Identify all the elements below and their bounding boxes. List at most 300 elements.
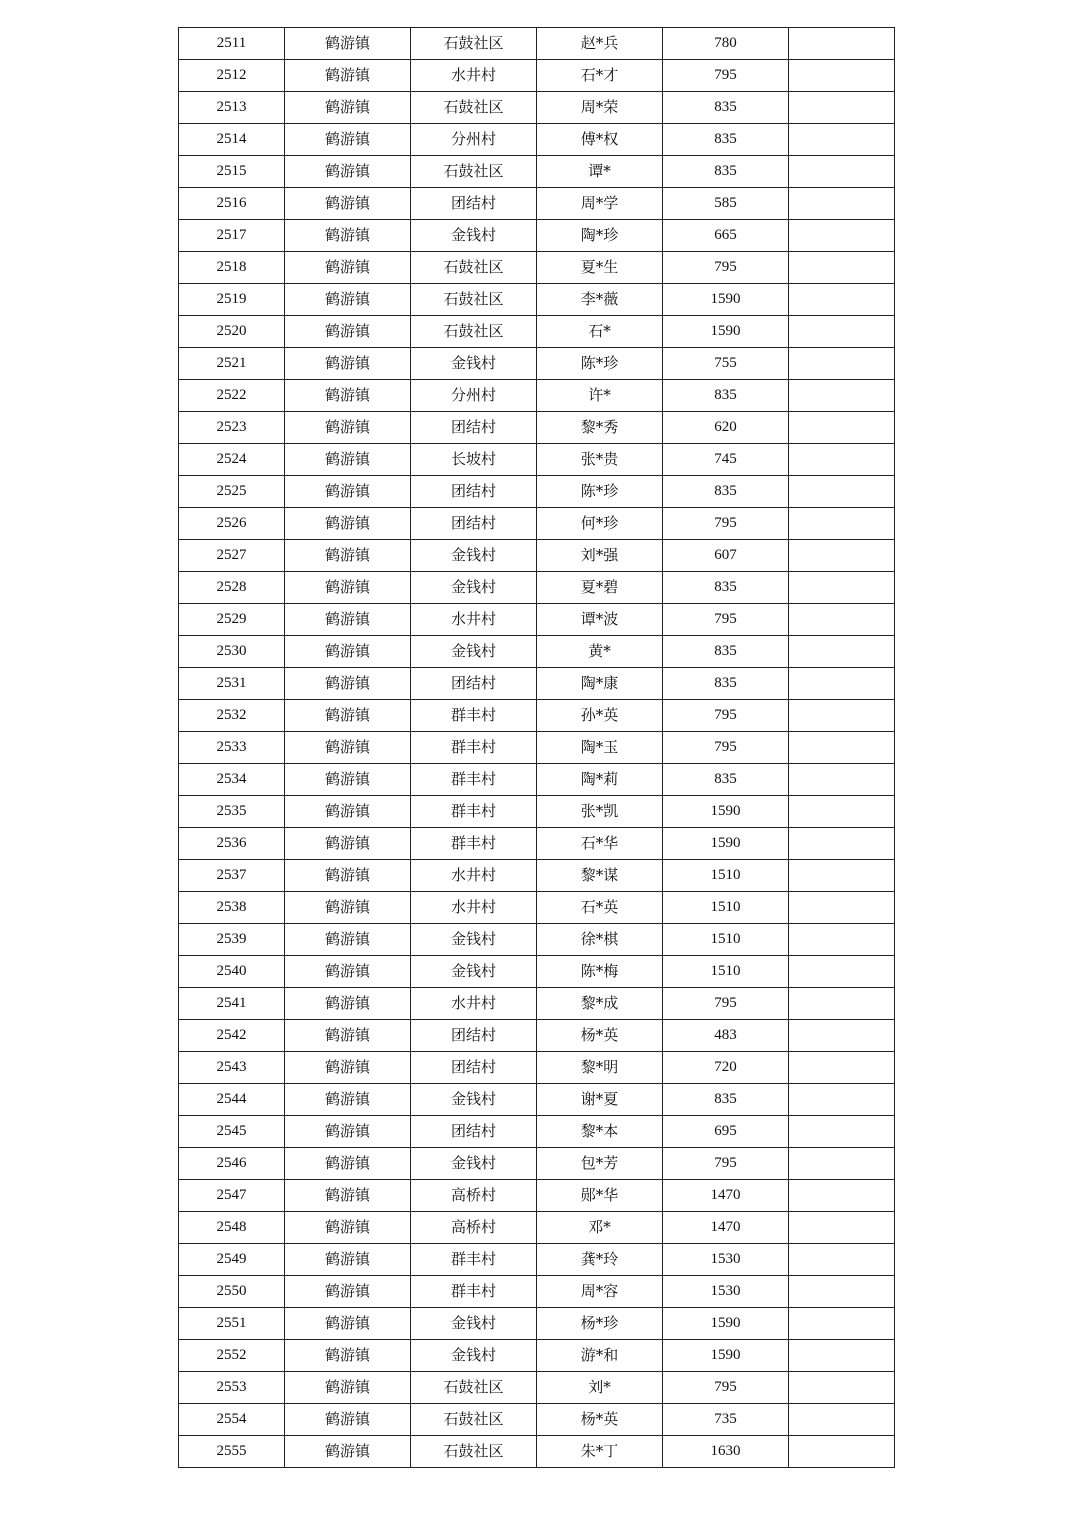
village-cell: 石鼓社区 xyxy=(411,92,537,124)
name-cell: 黎*本 xyxy=(537,1116,663,1148)
name-cell: 夏*碧 xyxy=(537,572,663,604)
table-row xyxy=(179,892,895,924)
serial-number-cell: 2549 xyxy=(179,1244,285,1276)
village-cell: 团结村 xyxy=(411,668,537,700)
name-cell: 杨*珍 xyxy=(537,1308,663,1340)
amount-cell: 795 xyxy=(663,252,789,284)
remark-cell xyxy=(789,28,895,60)
village-cell: 金钱村 xyxy=(411,220,537,252)
table-row xyxy=(179,1436,895,1468)
amount-cell: 1470 xyxy=(663,1180,789,1212)
name-cell: 黎*谋 xyxy=(537,860,663,892)
amount-cell: 835 xyxy=(663,380,789,412)
village-cell: 金钱村 xyxy=(411,572,537,604)
amount-cell: 835 xyxy=(663,764,789,796)
remark-cell xyxy=(789,252,895,284)
village-cell: 团结村 xyxy=(411,476,537,508)
village-cell: 群丰村 xyxy=(411,828,537,860)
amount-cell: 585 xyxy=(663,188,789,220)
amount-cell: 835 xyxy=(663,636,789,668)
serial-number-cell: 2550 xyxy=(179,1276,285,1308)
name-cell: 郧*华 xyxy=(537,1180,663,1212)
table-row xyxy=(179,796,895,828)
serial-number-cell: 2521 xyxy=(179,348,285,380)
serial-number-cell: 2543 xyxy=(179,1052,285,1084)
remark-cell xyxy=(789,892,895,924)
village-cell: 金钱村 xyxy=(411,348,537,380)
remark-cell xyxy=(789,1052,895,1084)
serial-number-cell: 2528 xyxy=(179,572,285,604)
village-cell: 分州村 xyxy=(411,380,537,412)
serial-number-cell: 2536 xyxy=(179,828,285,860)
town-cell: 鹤游镇 xyxy=(285,668,411,700)
amount-cell: 745 xyxy=(663,444,789,476)
serial-number-cell: 2517 xyxy=(179,220,285,252)
village-cell: 团结村 xyxy=(411,1020,537,1052)
serial-number-cell: 2552 xyxy=(179,1340,285,1372)
table-row xyxy=(179,1244,895,1276)
amount-cell: 835 xyxy=(663,476,789,508)
town-cell: 鹤游镇 xyxy=(285,284,411,316)
name-cell: 石*才 xyxy=(537,60,663,92)
serial-number-cell: 2555 xyxy=(179,1436,285,1468)
town-cell: 鹤游镇 xyxy=(285,540,411,572)
amount-cell: 795 xyxy=(663,700,789,732)
table-row xyxy=(179,636,895,668)
table-row xyxy=(179,444,895,476)
amount-cell: 1590 xyxy=(663,1308,789,1340)
village-cell: 金钱村 xyxy=(411,636,537,668)
village-cell: 石鼓社区 xyxy=(411,1436,537,1468)
table-row xyxy=(179,1308,895,1340)
remark-cell xyxy=(789,1084,895,1116)
remark-cell xyxy=(789,700,895,732)
town-cell: 鹤游镇 xyxy=(285,60,411,92)
town-cell: 鹤游镇 xyxy=(285,508,411,540)
village-cell: 金钱村 xyxy=(411,924,537,956)
table-row xyxy=(179,1212,895,1244)
town-cell: 鹤游镇 xyxy=(285,1052,411,1084)
name-cell: 黎*明 xyxy=(537,1052,663,1084)
village-cell: 分州村 xyxy=(411,124,537,156)
serial-number-cell: 2519 xyxy=(179,284,285,316)
town-cell: 鹤游镇 xyxy=(285,476,411,508)
amount-cell: 1530 xyxy=(663,1276,789,1308)
village-cell: 团结村 xyxy=(411,508,537,540)
amount-cell: 1470 xyxy=(663,1212,789,1244)
town-cell: 鹤游镇 xyxy=(285,892,411,924)
table-row xyxy=(179,700,895,732)
village-cell: 水井村 xyxy=(411,892,537,924)
village-cell: 高桥村 xyxy=(411,1212,537,1244)
table-row xyxy=(179,476,895,508)
amount-cell: 795 xyxy=(663,732,789,764)
town-cell: 鹤游镇 xyxy=(285,1244,411,1276)
town-cell: 鹤游镇 xyxy=(285,1308,411,1340)
table-row xyxy=(179,380,895,412)
town-cell: 鹤游镇 xyxy=(285,252,411,284)
name-cell: 张*凯 xyxy=(537,796,663,828)
remark-cell xyxy=(789,1180,895,1212)
village-cell: 团结村 xyxy=(411,1116,537,1148)
name-cell: 刘*强 xyxy=(537,540,663,572)
serial-number-cell: 2533 xyxy=(179,732,285,764)
name-cell: 周*荣 xyxy=(537,92,663,124)
amount-cell: 835 xyxy=(663,156,789,188)
town-cell: 鹤游镇 xyxy=(285,924,411,956)
remark-cell xyxy=(789,1116,895,1148)
table-row xyxy=(179,1020,895,1052)
table-row xyxy=(179,1052,895,1084)
serial-number-cell: 2523 xyxy=(179,412,285,444)
village-cell: 石鼓社区 xyxy=(411,156,537,188)
remark-cell xyxy=(789,1372,895,1404)
remark-cell xyxy=(789,636,895,668)
remark-cell xyxy=(789,220,895,252)
name-cell: 朱*丁 xyxy=(537,1436,663,1468)
serial-number-cell: 2532 xyxy=(179,700,285,732)
town-cell: 鹤游镇 xyxy=(285,1276,411,1308)
amount-cell: 483 xyxy=(663,1020,789,1052)
village-cell: 金钱村 xyxy=(411,540,537,572)
village-cell: 金钱村 xyxy=(411,1084,537,1116)
village-cell: 金钱村 xyxy=(411,1340,537,1372)
serial-number-cell: 2520 xyxy=(179,316,285,348)
remark-cell xyxy=(789,444,895,476)
village-cell: 群丰村 xyxy=(411,764,537,796)
name-cell: 石*英 xyxy=(537,892,663,924)
serial-number-cell: 2539 xyxy=(179,924,285,956)
name-cell: 谭* xyxy=(537,156,663,188)
serial-number-cell: 2516 xyxy=(179,188,285,220)
amount-cell: 1630 xyxy=(663,1436,789,1468)
village-cell: 石鼓社区 xyxy=(411,252,537,284)
village-cell: 水井村 xyxy=(411,60,537,92)
table-row xyxy=(179,1404,895,1436)
town-cell: 鹤游镇 xyxy=(285,1404,411,1436)
table-row xyxy=(179,572,895,604)
remark-cell xyxy=(789,540,895,572)
town-cell: 鹤游镇 xyxy=(285,732,411,764)
serial-number-cell: 2554 xyxy=(179,1404,285,1436)
amount-cell: 1590 xyxy=(663,828,789,860)
remark-cell xyxy=(789,188,895,220)
name-cell: 傅*权 xyxy=(537,124,663,156)
remark-cell xyxy=(789,1020,895,1052)
table-row xyxy=(179,1084,895,1116)
remark-cell xyxy=(789,1308,895,1340)
town-cell: 鹤游镇 xyxy=(285,1340,411,1372)
name-cell: 周*学 xyxy=(537,188,663,220)
table-row xyxy=(179,220,895,252)
town-cell: 鹤游镇 xyxy=(285,124,411,156)
village-cell: 金钱村 xyxy=(411,956,537,988)
table-row xyxy=(179,1148,895,1180)
remark-cell xyxy=(789,796,895,828)
name-cell: 陶*康 xyxy=(537,668,663,700)
amount-cell: 1510 xyxy=(663,956,789,988)
town-cell: 鹤游镇 xyxy=(285,828,411,860)
serial-number-cell: 2530 xyxy=(179,636,285,668)
town-cell: 鹤游镇 xyxy=(285,988,411,1020)
village-cell: 团结村 xyxy=(411,1052,537,1084)
remark-cell xyxy=(789,348,895,380)
village-cell: 金钱村 xyxy=(411,1148,537,1180)
amount-cell: 1510 xyxy=(663,892,789,924)
town-cell: 鹤游镇 xyxy=(285,92,411,124)
name-cell: 赵*兵 xyxy=(537,28,663,60)
village-cell: 石鼓社区 xyxy=(411,316,537,348)
town-cell: 鹤游镇 xyxy=(285,188,411,220)
serial-number-cell: 2541 xyxy=(179,988,285,1020)
table-row xyxy=(179,1276,895,1308)
remark-cell xyxy=(789,1404,895,1436)
town-cell: 鹤游镇 xyxy=(285,412,411,444)
remark-cell xyxy=(789,1276,895,1308)
town-cell: 鹤游镇 xyxy=(285,1116,411,1148)
table-row xyxy=(179,604,895,636)
table-row xyxy=(179,60,895,92)
remark-cell xyxy=(789,92,895,124)
amount-cell: 835 xyxy=(663,668,789,700)
name-cell: 黎*成 xyxy=(537,988,663,1020)
remark-cell xyxy=(789,412,895,444)
serial-number-cell: 2518 xyxy=(179,252,285,284)
remark-cell xyxy=(789,828,895,860)
name-cell: 黄* xyxy=(537,636,663,668)
table-row xyxy=(179,1180,895,1212)
amount-cell: 720 xyxy=(663,1052,789,1084)
serial-number-cell: 2537 xyxy=(179,860,285,892)
name-cell: 何*珍 xyxy=(537,508,663,540)
name-cell: 陶*珍 xyxy=(537,220,663,252)
serial-number-cell: 2534 xyxy=(179,764,285,796)
serial-number-cell: 2544 xyxy=(179,1084,285,1116)
name-cell: 陶*玉 xyxy=(537,732,663,764)
town-cell: 鹤游镇 xyxy=(285,604,411,636)
name-cell: 孙*英 xyxy=(537,700,663,732)
table-row xyxy=(179,508,895,540)
name-cell: 许* xyxy=(537,380,663,412)
remark-cell xyxy=(789,508,895,540)
table-row xyxy=(179,252,895,284)
town-cell: 鹤游镇 xyxy=(285,1020,411,1052)
table-row xyxy=(179,1340,895,1372)
village-cell: 群丰村 xyxy=(411,732,537,764)
name-cell: 周*容 xyxy=(537,1276,663,1308)
serial-number-cell: 2529 xyxy=(179,604,285,636)
amount-cell: 835 xyxy=(663,572,789,604)
name-cell: 石* xyxy=(537,316,663,348)
serial-number-cell: 2526 xyxy=(179,508,285,540)
name-cell: 夏*生 xyxy=(537,252,663,284)
amount-cell: 835 xyxy=(663,124,789,156)
village-cell: 团结村 xyxy=(411,188,537,220)
table-row xyxy=(179,348,895,380)
table-row xyxy=(179,860,895,892)
amount-cell: 1510 xyxy=(663,924,789,956)
amount-cell: 665 xyxy=(663,220,789,252)
amount-cell: 755 xyxy=(663,348,789,380)
remark-cell xyxy=(789,732,895,764)
remark-cell xyxy=(789,380,895,412)
village-cell: 石鼓社区 xyxy=(411,1372,537,1404)
remark-cell xyxy=(789,1340,895,1372)
serial-number-cell: 2525 xyxy=(179,476,285,508)
name-cell: 游*和 xyxy=(537,1340,663,1372)
village-cell: 金钱村 xyxy=(411,1308,537,1340)
remark-cell xyxy=(789,604,895,636)
town-cell: 鹤游镇 xyxy=(285,316,411,348)
table-row xyxy=(179,412,895,444)
name-cell: 张*贵 xyxy=(537,444,663,476)
table-row xyxy=(179,732,895,764)
name-cell: 黎*秀 xyxy=(537,412,663,444)
serial-number-cell: 2531 xyxy=(179,668,285,700)
serial-number-cell: 2513 xyxy=(179,92,285,124)
amount-cell: 1590 xyxy=(663,796,789,828)
village-cell: 水井村 xyxy=(411,988,537,1020)
serial-number-cell: 2542 xyxy=(179,1020,285,1052)
amount-cell: 795 xyxy=(663,60,789,92)
table-row xyxy=(179,828,895,860)
amount-cell: 795 xyxy=(663,604,789,636)
village-cell: 高桥村 xyxy=(411,1180,537,1212)
name-cell: 石*华 xyxy=(537,828,663,860)
amount-cell: 835 xyxy=(663,92,789,124)
remark-cell xyxy=(789,476,895,508)
amount-cell: 620 xyxy=(663,412,789,444)
amount-cell: 607 xyxy=(663,540,789,572)
table-row xyxy=(179,92,895,124)
name-cell: 龚*玲 xyxy=(537,1244,663,1276)
town-cell: 鹤游镇 xyxy=(285,348,411,380)
village-cell: 石鼓社区 xyxy=(411,284,537,316)
name-cell: 徐*棋 xyxy=(537,924,663,956)
table-row xyxy=(179,316,895,348)
town-cell: 鹤游镇 xyxy=(285,1148,411,1180)
remark-cell xyxy=(789,1148,895,1180)
amount-cell: 795 xyxy=(663,988,789,1020)
amount-cell: 835 xyxy=(663,1084,789,1116)
town-cell: 鹤游镇 xyxy=(285,636,411,668)
table-row xyxy=(179,156,895,188)
serial-number-cell: 2522 xyxy=(179,380,285,412)
name-cell: 陈*珍 xyxy=(537,476,663,508)
town-cell: 鹤游镇 xyxy=(285,28,411,60)
name-cell: 李*薇 xyxy=(537,284,663,316)
town-cell: 鹤游镇 xyxy=(285,444,411,476)
name-cell: 杨*英 xyxy=(537,1404,663,1436)
town-cell: 鹤游镇 xyxy=(285,572,411,604)
town-cell: 鹤游镇 xyxy=(285,1212,411,1244)
village-cell: 石鼓社区 xyxy=(411,28,537,60)
serial-number-cell: 2540 xyxy=(179,956,285,988)
town-cell: 鹤游镇 xyxy=(285,380,411,412)
remark-cell xyxy=(789,572,895,604)
remark-cell xyxy=(789,668,895,700)
name-cell: 陶*莉 xyxy=(537,764,663,796)
table-row xyxy=(179,764,895,796)
remark-cell xyxy=(789,764,895,796)
amount-cell: 1590 xyxy=(663,284,789,316)
table-row xyxy=(179,28,895,60)
table-row xyxy=(179,956,895,988)
town-cell: 鹤游镇 xyxy=(285,1180,411,1212)
remark-cell xyxy=(789,956,895,988)
village-cell: 群丰村 xyxy=(411,1276,537,1308)
serial-number-cell: 2551 xyxy=(179,1308,285,1340)
amount-cell: 735 xyxy=(663,1404,789,1436)
serial-number-cell: 2535 xyxy=(179,796,285,828)
remark-cell xyxy=(789,1436,895,1468)
amount-cell: 795 xyxy=(663,508,789,540)
name-cell: 谢*夏 xyxy=(537,1084,663,1116)
village-cell: 群丰村 xyxy=(411,796,537,828)
table-row xyxy=(179,924,895,956)
name-cell: 陈*珍 xyxy=(537,348,663,380)
serial-number-cell: 2512 xyxy=(179,60,285,92)
town-cell: 鹤游镇 xyxy=(285,956,411,988)
table-row xyxy=(179,540,895,572)
town-cell: 鹤游镇 xyxy=(285,220,411,252)
serial-number-cell: 2514 xyxy=(179,124,285,156)
remark-cell xyxy=(789,1212,895,1244)
amount-cell: 1510 xyxy=(663,860,789,892)
serial-number-cell: 2548 xyxy=(179,1212,285,1244)
town-cell: 鹤游镇 xyxy=(285,156,411,188)
town-cell: 鹤游镇 xyxy=(285,860,411,892)
village-cell: 水井村 xyxy=(411,604,537,636)
remark-cell xyxy=(789,156,895,188)
name-cell: 包*芳 xyxy=(537,1148,663,1180)
serial-number-cell: 2524 xyxy=(179,444,285,476)
table-row xyxy=(179,668,895,700)
serial-number-cell: 2515 xyxy=(179,156,285,188)
name-cell: 杨*英 xyxy=(537,1020,663,1052)
remark-cell xyxy=(789,284,895,316)
serial-number-cell: 2527 xyxy=(179,540,285,572)
table-row xyxy=(179,988,895,1020)
amount-cell: 780 xyxy=(663,28,789,60)
serial-number-cell: 2538 xyxy=(179,892,285,924)
serial-number-cell: 2553 xyxy=(179,1372,285,1404)
amount-cell: 695 xyxy=(663,1116,789,1148)
table-row xyxy=(179,1372,895,1404)
name-cell: 谭*波 xyxy=(537,604,663,636)
table-row xyxy=(179,1116,895,1148)
amount-cell: 1530 xyxy=(663,1244,789,1276)
remark-cell xyxy=(789,1244,895,1276)
town-cell: 鹤游镇 xyxy=(285,1372,411,1404)
town-cell: 鹤游镇 xyxy=(285,700,411,732)
remark-cell xyxy=(789,924,895,956)
village-cell: 长坡村 xyxy=(411,444,537,476)
remark-cell xyxy=(789,316,895,348)
serial-number-cell: 2547 xyxy=(179,1180,285,1212)
village-cell: 石鼓社区 xyxy=(411,1404,537,1436)
town-cell: 鹤游镇 xyxy=(285,1436,411,1468)
village-cell: 水井村 xyxy=(411,860,537,892)
town-cell: 鹤游镇 xyxy=(285,1084,411,1116)
village-cell: 团结村 xyxy=(411,412,537,444)
village-cell: 群丰村 xyxy=(411,1244,537,1276)
serial-number-cell: 2545 xyxy=(179,1116,285,1148)
serial-number-cell: 2546 xyxy=(179,1148,285,1180)
amount-cell: 795 xyxy=(663,1372,789,1404)
serial-number-cell: 2511 xyxy=(179,28,285,60)
name-cell: 邓* xyxy=(537,1212,663,1244)
